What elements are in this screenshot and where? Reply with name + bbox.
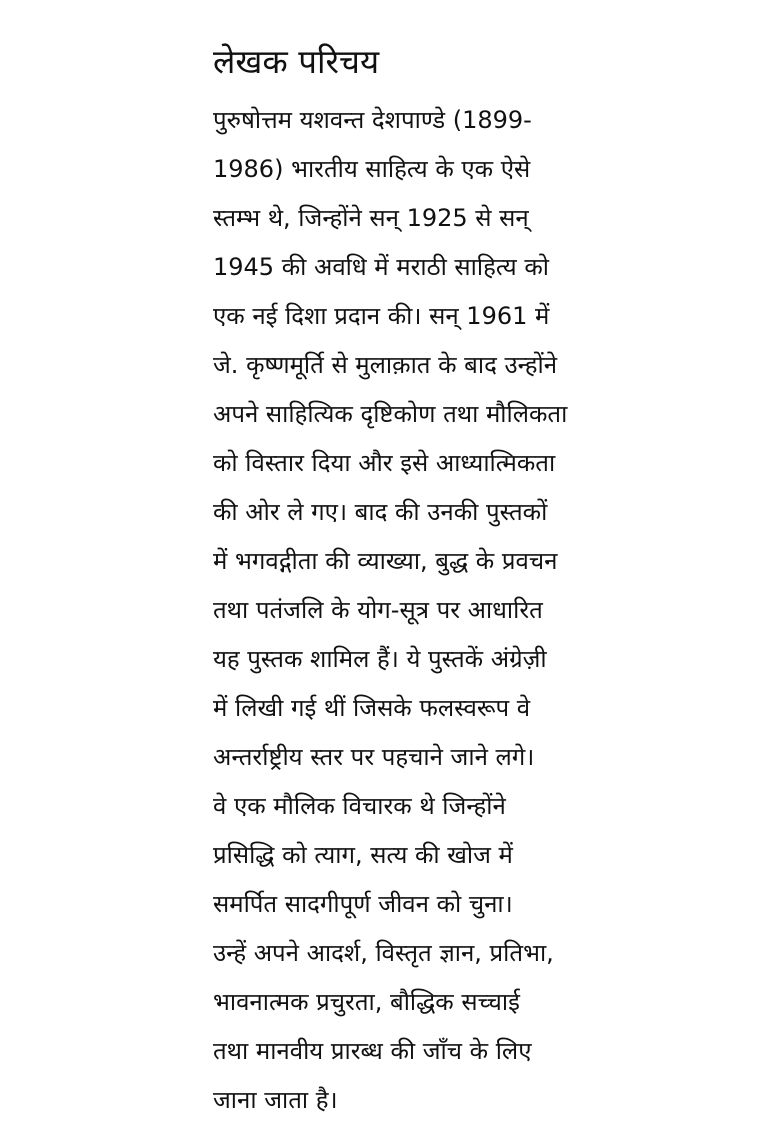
text-line: प्रसिद्धि को त्याग, सत्य की खोज में xyxy=(213,841,513,869)
text-line: में भगवद्गीता की व्याख्या, बुद्ध के प्रवचन xyxy=(213,547,558,575)
text-line: वे एक मौलिक विचारक थे जिन्होंने xyxy=(213,792,506,820)
text-line: एक नई दिशा प्रदान की। सन् 1961 में xyxy=(213,302,550,330)
text-line: की ओर ले गए। बाद की उनकी पुस्तकों xyxy=(213,498,548,526)
text-line: तथा मानवीय प्रारब्ध की जाँच के लिए xyxy=(213,1037,532,1065)
text-line: उन्हें अपने आदर्श, विस्तृत ज्ञान, प्रतिभा, xyxy=(213,939,554,967)
text-line: पुरुषोत्तम यशवन्त देशपाण्डे (1899- xyxy=(213,106,532,134)
text-line: जाना जाता है। xyxy=(213,1086,338,1114)
text-line: अपने साहित्यिक दृष्टिकोण तथा मौलिकता xyxy=(213,400,568,428)
text-line: 1986) भारतीय साहित्य के एक ऐसे xyxy=(213,155,531,183)
text-line: तथा पतंजलि के योग-सूत्र पर आधारित xyxy=(213,596,543,624)
text-line: भावनात्मक प्रचुरता, बौद्धिक सच्चाई xyxy=(213,988,520,1016)
text-line: अन्तर्राष्ट्रीय स्तर पर पहचाने जाने लगे। xyxy=(213,743,535,771)
text-line: को विस्तार दिया और इसे आध्यात्मिकता xyxy=(213,449,556,477)
text-line: जे. कृष्णमूर्ति से मुलाक़ात के बाद उन्होंने xyxy=(213,351,558,379)
author-bio-paragraph xyxy=(213,96,583,1125)
page-title: लेखक परिचय xyxy=(213,42,380,81)
text-line: यह पुस्तक शामिल हैं। ये पुस्तकें अंग्रेज़ी xyxy=(213,645,547,673)
text-line: स्तम्भ थे, जिन्होंने सन् 1925 से सन् xyxy=(213,204,529,232)
text-line: समर्पित सादगीपूर्ण जीवन को चुना। xyxy=(213,890,513,918)
text-line: 1945 की अवधि में मराठी साहित्य को xyxy=(213,253,549,281)
text-line: में लिखी गई थीं जिसके फलस्वरूप वे xyxy=(213,694,531,722)
